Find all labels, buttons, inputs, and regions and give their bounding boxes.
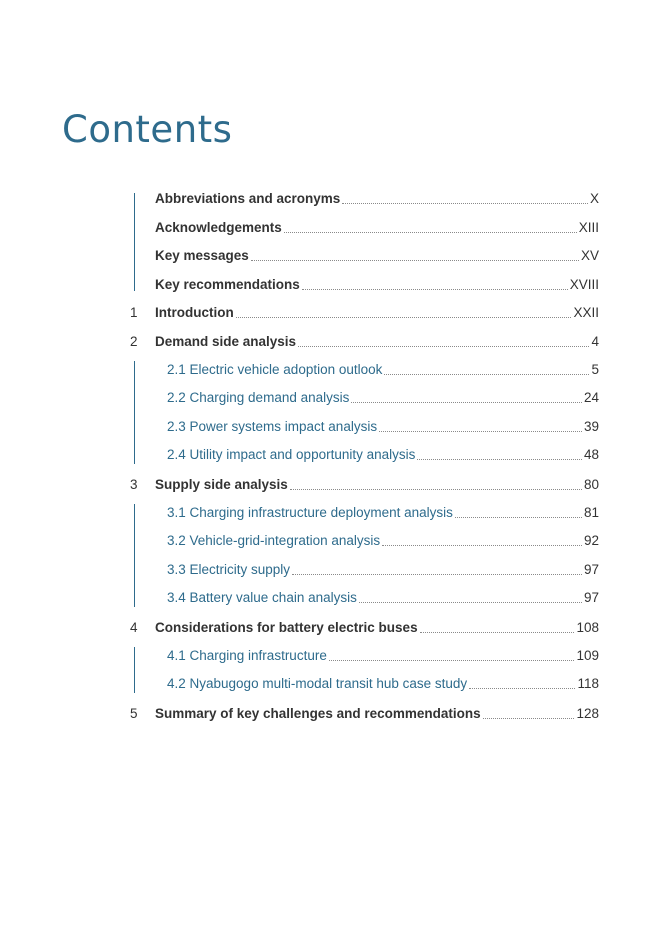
toc-entry-label: 3.3 Electricity supply: [167, 561, 291, 577]
toc-subentry[interactable]: [167, 360, 599, 380]
toc-entry-label: Key messages: [155, 248, 249, 264]
dot-leader: [298, 346, 589, 347]
toc-page-number: 109: [576, 647, 599, 663]
dot-leader: [292, 574, 582, 575]
toc-page-number: 80: [583, 477, 599, 492]
toc-page-number: XXII: [573, 305, 599, 321]
toc-page-number: 118: [577, 676, 599, 692]
toc-entry-label: 2.4 Utility impact and opportunity analysis: [167, 447, 416, 463]
toc-entry-label: 4.1 Charging infrastructure: [167, 647, 327, 663]
toc-entry-label: 2.3 Power systems impact analysis: [167, 418, 378, 434]
dot-leader: [351, 402, 582, 403]
toc-entry-label: Demand side analysis: [155, 334, 297, 349]
toc-page-number: XIII: [578, 219, 599, 235]
toc-entry[interactable]: [155, 189, 599, 209]
chapter-number: 3: [130, 477, 138, 492]
toc-entry[interactable]: [155, 246, 599, 266]
dot-leader: [290, 489, 582, 490]
dot-leader: [417, 459, 582, 460]
dot-leader: [302, 289, 568, 290]
toc-page-number: 92: [583, 533, 599, 549]
toc-entry-label: Acknowledgements: [155, 219, 282, 235]
page-title: Contents: [62, 108, 233, 151]
toc-page-number: 128: [576, 705, 599, 721]
toc-entry-label: Supply side analysis: [155, 477, 288, 492]
section-divider-bar: [134, 361, 135, 465]
toc-page-number: 5: [591, 361, 599, 377]
toc-page-number: X: [589, 191, 599, 206]
chapter-number: 5: [130, 705, 138, 721]
chapter-number: 1: [130, 305, 138, 321]
section-divider-bar: [134, 193, 135, 291]
toc-subentry[interactable]: [167, 388, 599, 408]
toc-entry[interactable]: [155, 218, 599, 238]
toc-entry-label: Summary of key challenges and recommendations: [155, 705, 481, 721]
toc-entry-label: Key recommendations: [155, 276, 300, 292]
dot-leader: [359, 602, 582, 603]
toc-page-number: 81: [583, 504, 599, 520]
toc-entry-label: Abbreviations and acronyms: [155, 191, 341, 206]
toc-page-number: 97: [583, 590, 599, 606]
toc-subentry[interactable]: [167, 560, 599, 580]
toc-page-number: 39: [583, 418, 599, 434]
dot-leader: [236, 317, 572, 318]
toc-entry[interactable]: [155, 704, 599, 724]
section-divider-bar: [134, 504, 135, 608]
dot-leader: [379, 431, 582, 432]
dot-leader: [384, 374, 589, 375]
toc-subentry[interactable]: [167, 445, 599, 465]
dot-leader: [455, 517, 582, 518]
toc-entry[interactable]: [155, 303, 599, 323]
toc-entry-label: 3.2 Vehicle-grid-integration analysis: [167, 533, 381, 549]
dot-leader: [469, 688, 575, 689]
toc-subentry[interactable]: [167, 588, 599, 608]
toc-subentry[interactable]: [167, 674, 599, 694]
toc-entry[interactable]: [155, 618, 599, 638]
toc-subentry[interactable]: [167, 646, 599, 666]
toc-entry-label: Considerations for battery electric buses: [155, 620, 418, 635]
toc-page-number: 108: [576, 620, 599, 635]
toc-entry[interactable]: [155, 332, 599, 352]
dot-leader: [329, 660, 575, 661]
dot-leader: [382, 545, 582, 546]
toc-subentry[interactable]: [167, 531, 599, 551]
toc-page-number: 48: [583, 447, 599, 463]
chapter-number: 2: [130, 334, 138, 349]
dot-leader: [342, 203, 588, 204]
toc-entry-label: 3.4 Battery value chain analysis: [167, 590, 357, 606]
toc-page-number: XVIII: [569, 276, 599, 292]
dot-leader: [251, 260, 579, 261]
toc-subentry[interactable]: [167, 503, 599, 523]
toc-entry[interactable]: [155, 275, 599, 295]
toc-page-number: 4: [591, 334, 599, 349]
toc-entry-label: 2.1 Electric vehicle adoption outlook: [167, 361, 383, 377]
toc-page-number: XV: [580, 248, 599, 264]
chapter-number: 4: [130, 620, 138, 635]
toc-entry[interactable]: [155, 475, 599, 495]
dot-leader: [483, 718, 575, 719]
section-divider-bar: [134, 647, 135, 694]
dot-leader: [420, 632, 575, 633]
toc-entry-label: 3.1 Charging infrastructure deployment analysis: [167, 504, 453, 520]
toc-entry-label: 4.2 Nyabugogo multi-modal transit hub case study: [167, 676, 468, 692]
toc-page-number: 97: [583, 561, 599, 577]
toc-page-number: 24: [583, 390, 599, 406]
toc-subentry[interactable]: [167, 417, 599, 437]
toc-entry-label: Introduction: [155, 305, 234, 321]
dot-leader: [284, 232, 577, 233]
toc-entry-label: 2.2 Charging demand analysis: [167, 390, 350, 406]
